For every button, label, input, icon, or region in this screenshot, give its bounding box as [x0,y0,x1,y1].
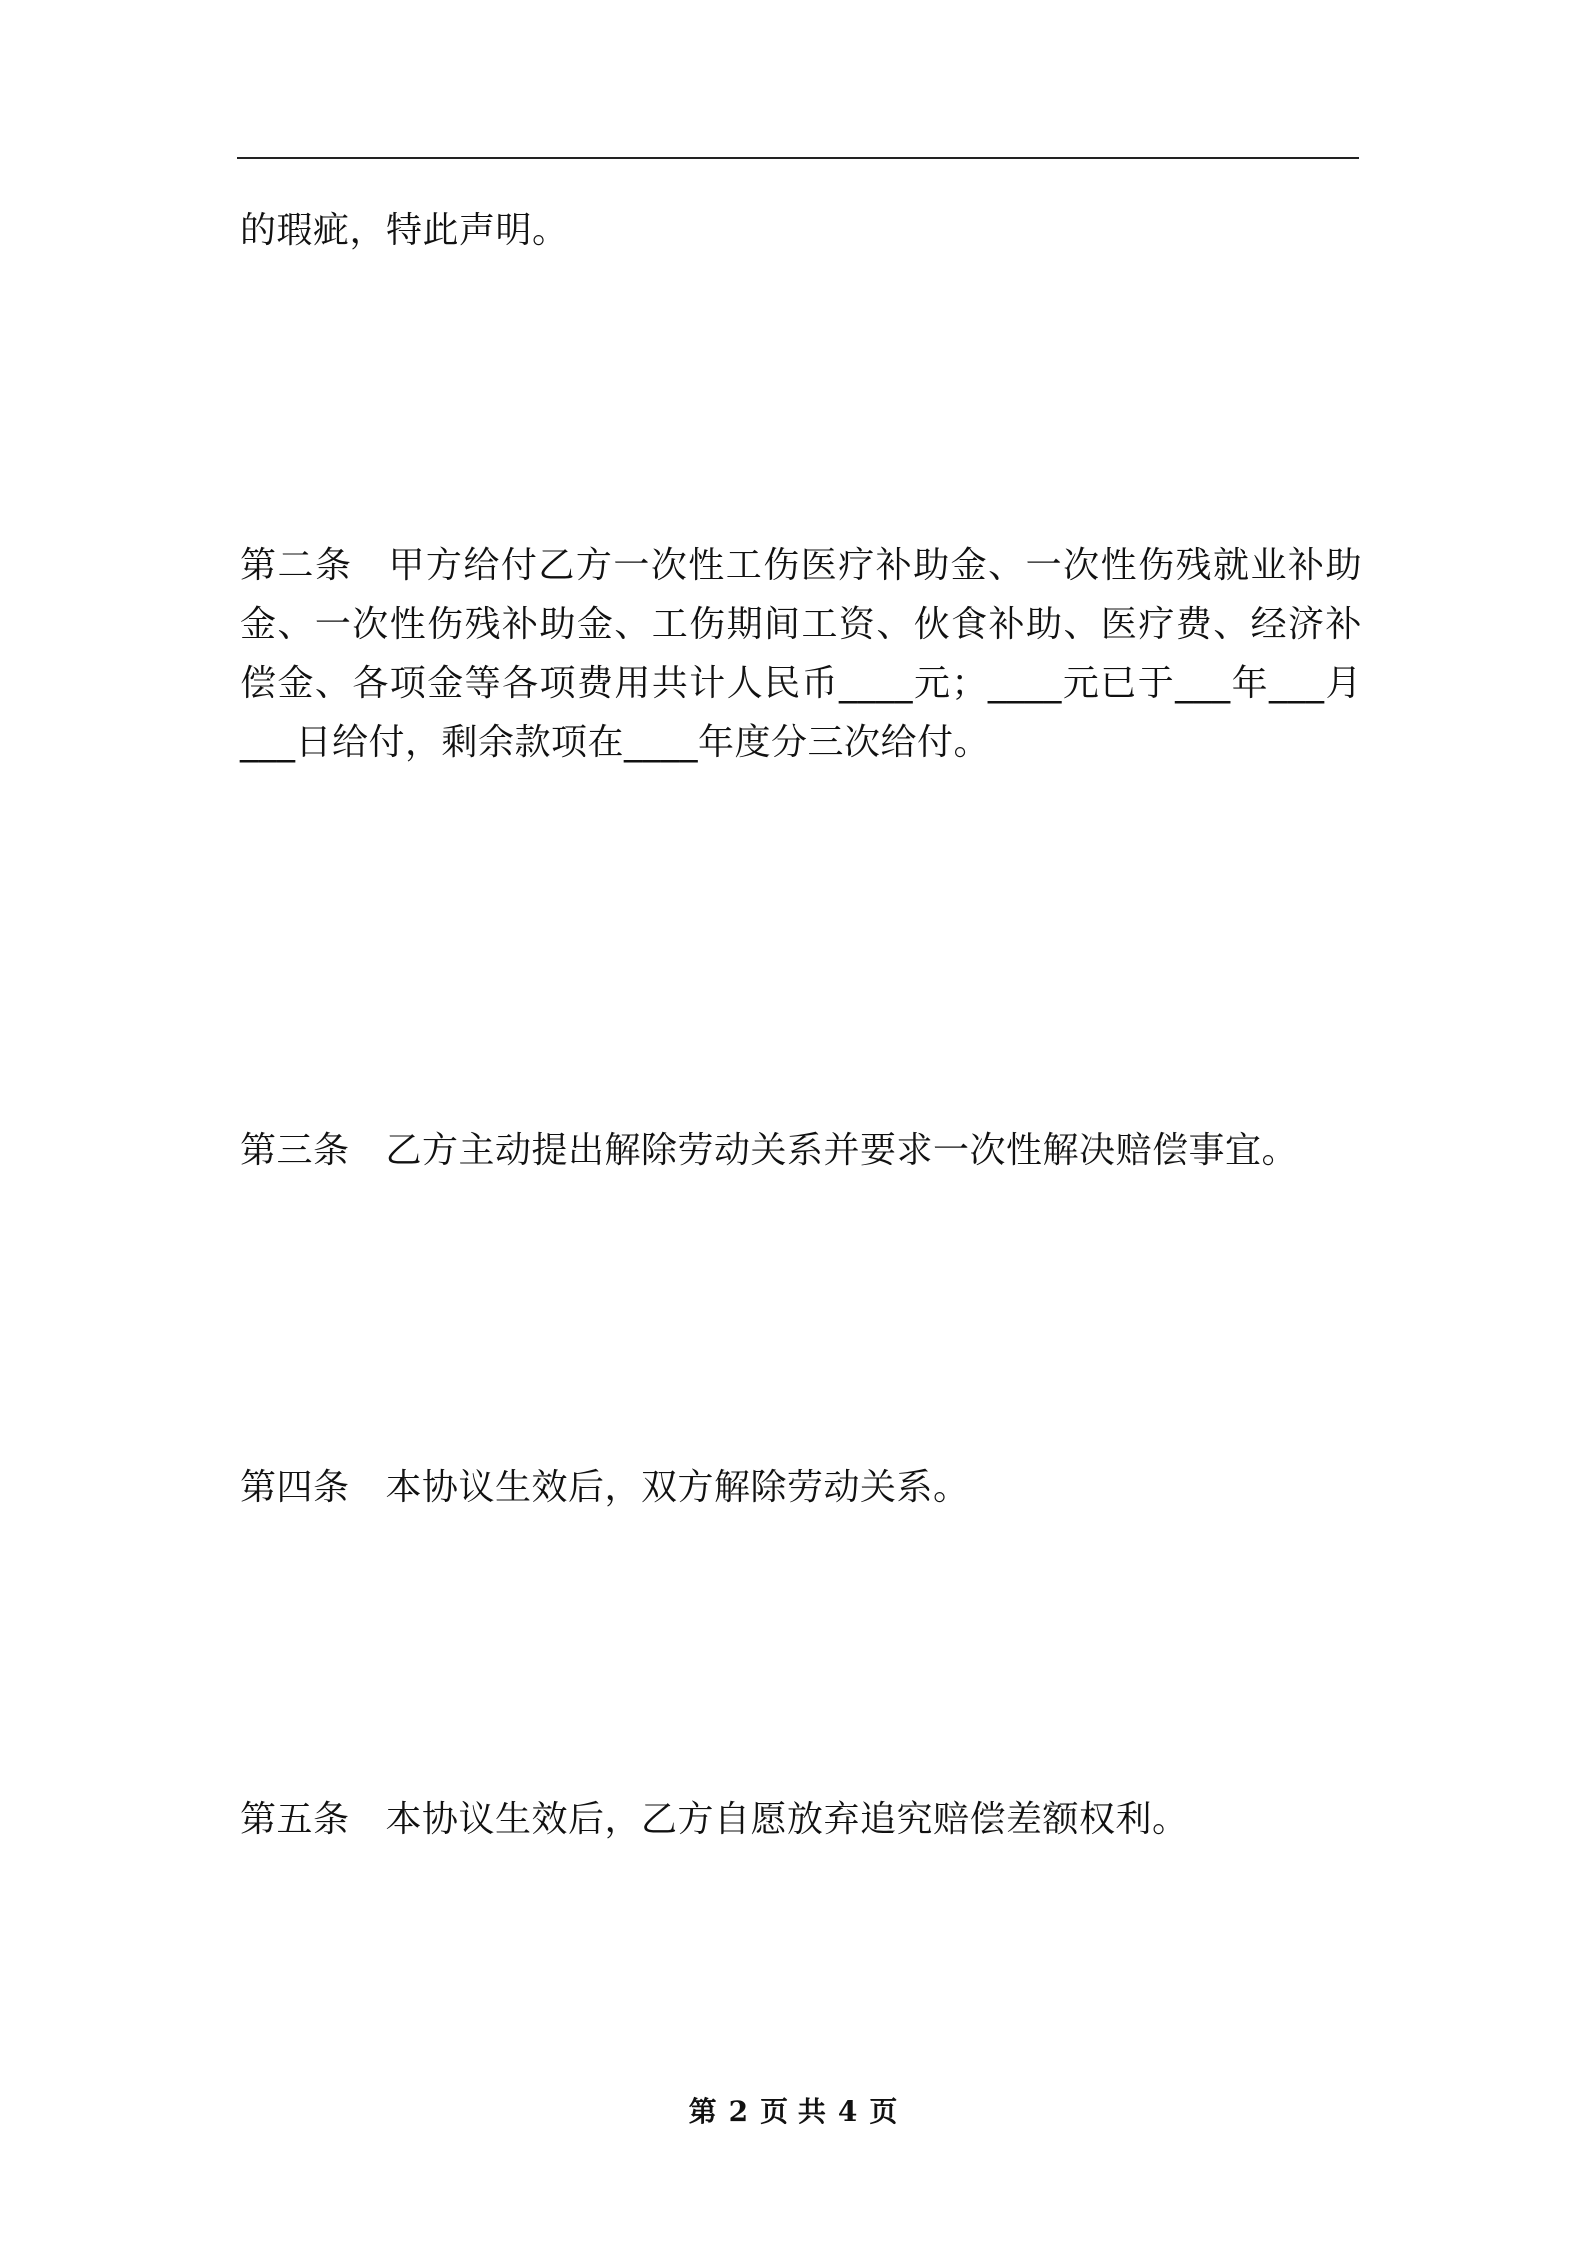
intro-paragraph [240,201,1362,260]
article-text: 甲方给付乙方一次性工伤医疗补助金、一次性伤残就业补助金、一次性伤残补助金、工伤期间工资、伙食补助、医疗费、经济补偿金、各项金等各项费用共计人民币____元；____元已于___年___月___日给付，剩余款项在____年度分三次给付。 [240,545,1362,763]
intro-text: 的瑕疵，特此声明。 [240,210,569,251]
article-2 [240,536,1362,772]
footer-prefix: 第 [688,2095,717,2128]
article-5 [240,1790,1362,1849]
article-text: 乙方主动提出解除劳动关系并要求一次性解决赔偿事宜。 [385,1130,1299,1171]
footer-suffix: 页 [869,2095,898,2128]
footer-middle: 页 共 [760,2095,826,2128]
article-text: 本协议生效后，乙方自愿放弃追究赔偿差额权利。 [385,1799,1189,1840]
article-4 [240,1458,1362,1517]
article-number: 第五条 [240,1799,350,1840]
footer-page-number: 2 [728,2095,749,2128]
article-number: 第二条 [240,545,353,586]
page-footer [0,2090,1586,2130]
article-number: 第四条 [240,1467,350,1508]
article-text: 本协议生效后，双方解除劳动关系。 [385,1467,970,1508]
footer-total-pages: 4 [837,2095,858,2128]
article-number: 第三条 [240,1130,350,1171]
header-rule [237,157,1359,159]
article-3 [240,1121,1362,1180]
